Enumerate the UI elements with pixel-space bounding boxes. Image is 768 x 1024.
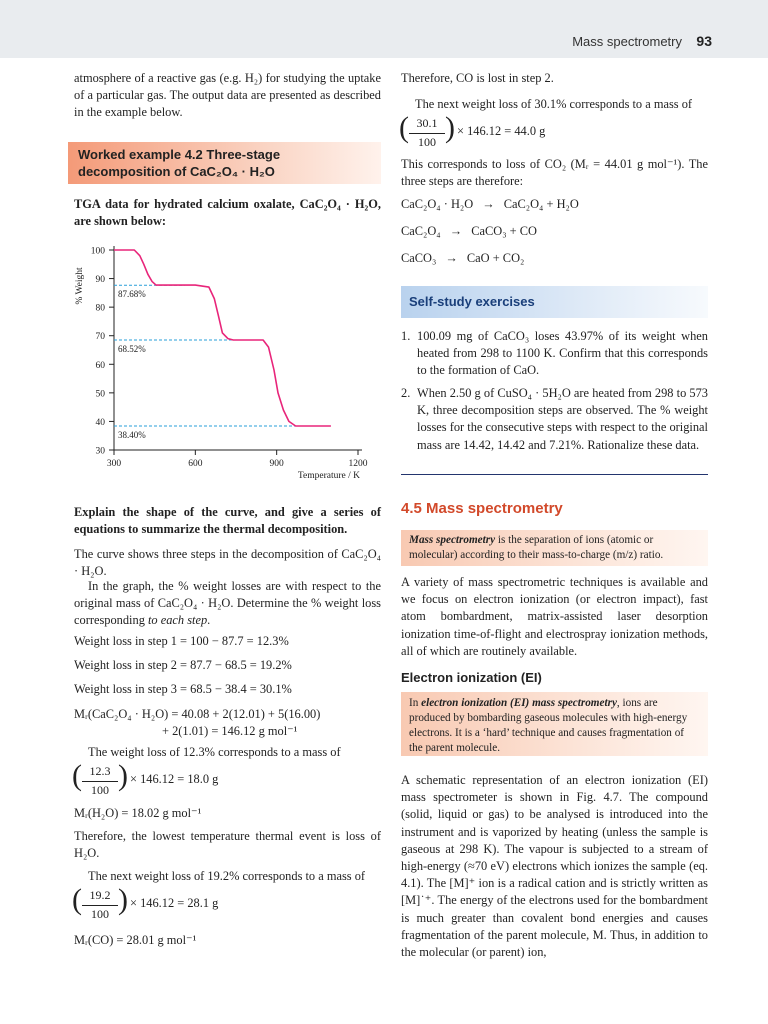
reference-label: 68.52% [118, 343, 146, 354]
worked-example-banner [68, 142, 381, 184]
self-study-title: Self-study exercises [409, 294, 535, 309]
mr-h2o: Mᵣ(H₂O) = 18.02 g mol⁻¹ [74, 806, 202, 820]
y-tick-label: 40 [95, 417, 105, 428]
y-tick-label: 30 [95, 446, 105, 457]
definition-1-term: Mass spectrometry [409, 534, 496, 546]
definition-1-rest: is the separation of ions (atomic or molecular) according to their mass-to-charge (m/z) ratio. [409, 534, 664, 561]
y-tick-label: 50 [95, 389, 105, 400]
fraction-1-denominator: 100 [91, 783, 109, 797]
mr-equation-line1: Mᵣ(CaC₂O₄ · H₂O) = 40.08 + 2(12.01) + 5(16.00) [74, 707, 321, 721]
section-divider [401, 474, 708, 475]
step1-loss: Weight loss in step 1 = 100 − 87.7 = 12.3% [74, 634, 289, 648]
y-tick-label: 100 [90, 246, 105, 257]
y-tick-label: 80 [95, 303, 105, 314]
ei-body-paragraph: A schematic representation of an electron ionization (EI) mass spectrometer is shown in Fig. 4.7. The compound (solid, liquid or gas) to be analysed is introduced into the instrument and is vaporized by heating (unless the sample is gaseous at 298 K). The vapour is subjected to a stream of high-energy (≈70 eV) electrons which ionizes the sample (eq. 4.1). The [M]⁺ ion is a radical cation and is strictly written as [M]˙⁺. The energy of the electrons used for the bombardment is much greater than covalent bond energies and causes fragmentation of the parent molecule, M. Thus, in addition to the molecular (or parent) ion, [401, 773, 708, 960]
exercise-2-text: When 2.50 g of CuSO₄ · 5H₂O are heated from 298 to 573 K, three decomposition steps are observed. The % weight losses for the consecutive steps with respect to the original mass are 14.42, 14.42 and 7.21%. Rationalize these data. [417, 386, 708, 452]
y-tick-label: 60 [95, 360, 105, 371]
equation-2-reactant: CaC₂O₄ [401, 224, 441, 238]
reaction-arrow: → [482, 197, 495, 211]
exercise-2-number: 2. [401, 386, 411, 400]
co2-text: This corresponds to loss of CO₂ (Mᵣ = 44.01 g mol⁻¹). The three steps are therefore: [401, 157, 708, 189]
fraction-1 [82, 764, 118, 802]
fraction-2 [82, 888, 118, 926]
question-text: TGA data for hydrated calcium oxalate, CaC₂O₄ · H₂O, are shown below: [74, 197, 381, 229]
equation-1-reactant: CaC₂O₄ · H₂O [401, 197, 474, 211]
equation-1-product: CaC₂O₄ + H₂O [503, 197, 579, 211]
x-axis-label: Temperature / K [297, 471, 360, 481]
x-tick-label: 600 [188, 459, 203, 469]
fraction-3-bar [409, 133, 445, 134]
x-tick-label: 1200 [348, 459, 368, 469]
fraction-1-numerator: 12.3 [89, 764, 111, 778]
answer-paragraph-2 [74, 578, 381, 630]
y-axis-label: % Weight [75, 267, 85, 305]
equation-3 [401, 251, 524, 266]
right-paren: ) [118, 883, 128, 916]
fraction-2-result: × 146.12 = 28.1 g [130, 896, 219, 910]
fraction-1-bar [82, 781, 118, 782]
page-number: 93 [696, 33, 712, 49]
definition-box-1 [401, 530, 708, 566]
equation-3-product: CaO + CO₂ [466, 251, 525, 265]
conclusion-h2o: Therefore, the lowest temperature thermal event is loss of H₂O. [74, 829, 381, 861]
equation-1 [401, 197, 579, 212]
right-paren: ) [445, 111, 455, 144]
reference-label: 87.68% [118, 289, 146, 300]
answer-paragraph-1: The curve shows three steps in the decomposition of CaC₂O₄ · H₂O. [74, 547, 381, 579]
reference-label: 38.40% [118, 430, 146, 440]
equation-2-product: CaCO₃ + CO [471, 224, 537, 238]
equation-3-reactant: CaCO₃ [401, 251, 437, 265]
exercise-1-number: 1. [401, 329, 411, 343]
exercise-1-text: 100.09 mg of CaCO₃ loses 43.97% of its weight when heated from 298 to 1100 K. Confirm that this corresponds to the formation of CaO. [417, 329, 708, 378]
answer-emphasis: to each step [147, 613, 208, 628]
section-heading: 4.5 Mass spectrometry [401, 500, 563, 517]
definition-1-text [409, 533, 700, 563]
definition-box-2 [401, 692, 708, 756]
x-tick-label: 300 [106, 459, 122, 469]
fraction-equation-2 [72, 883, 274, 926]
fraction-equation-1 [72, 759, 274, 802]
right-paren: ) [118, 759, 128, 792]
definition-2-text [409, 696, 700, 756]
definition-2-pre: In [409, 697, 422, 709]
ei-subheading: Electron ionization (EI) [401, 670, 542, 685]
answer-period: . [207, 613, 211, 628]
mr-co: Mᵣ(CO) = 28.01 g mol⁻¹ [74, 933, 197, 947]
fraction-3-numerator: 30.1 [416, 116, 438, 130]
definition-2-rest: , ions are produced by bombarding gaseous molecules with high-energy electrons. It is a ‘hard’ technique and causes fragmentation of the parent molecule. [409, 697, 688, 754]
step3-loss: Weight loss in step 3 = 68.5 − 38.4 = 30.1% [74, 682, 292, 696]
tga-chart [60, 238, 370, 488]
fraction-2-denominator: 100 [91, 907, 109, 921]
fraction-2-numerator: 19.2 [89, 888, 111, 902]
exercise-1 [401, 328, 708, 382]
definition-2-term: electron ionization (EI) mass spectrometry [421, 697, 617, 709]
fraction-2-bar [82, 905, 118, 906]
weight-loss-3-text: The next weight loss of 30.1% corresponds to a mass of [415, 97, 693, 111]
answer-text: In the graph, the % weight losses are with respect to the original mass of CaC₂O₄ · H₂O. Determine the % weight loss corresponding [74, 579, 381, 628]
reaction-arrow: → [445, 251, 458, 265]
task-text: Explain the shape of the curve, and give a series of equations to summarize the thermal decomposition. [74, 505, 381, 537]
weight-loss-2-text: The next weight loss of 19.2% corresponds to a mass of [88, 869, 366, 883]
exercise-2 [401, 385, 708, 475]
running-head: Mass spectrometry [572, 34, 682, 49]
equation-2 [401, 224, 537, 239]
step2-loss: Weight loss in step 2 = 87.7 − 68.5 = 19.2% [74, 658, 292, 672]
weight-loss-1-text: The weight loss of 12.3% corresponds to a mass of [88, 745, 341, 759]
reaction-arrow: → [449, 224, 463, 238]
y-tick-label: 90 [95, 275, 105, 286]
intro-paragraph: atmosphere of a reactive gas (e.g. H₂) for studying the uptake of a particular gas. The output data are presented as described in the example below. [74, 71, 381, 120]
self-study-banner [401, 286, 708, 318]
fraction-3-denominator: 100 [418, 135, 436, 149]
co-lost-text: Therefore, CO is lost in step 2. [401, 71, 554, 85]
x-tick-label: 900 [269, 459, 284, 469]
fraction-3 [409, 116, 445, 154]
fraction-3-result: × 146.12 = 44.0 g [457, 124, 546, 138]
left-paren: ( [72, 883, 82, 916]
fraction-1-result: × 146.12 = 18.0 g [130, 772, 219, 786]
fraction-equation-3 [399, 111, 601, 154]
ms-intro-paragraph: A variety of mass spectrometric techniques is available and we focus on electron ionization (or electron impact), fast atom bombardment, matrix-assisted laser desorption ionization time-of-flight and electrospray ionization methods, all of which are routinely available. [401, 575, 708, 658]
left-paren: ( [72, 759, 82, 792]
worked-example-title-2: decomposition of CaC₂O₄ · H₂O [78, 164, 275, 179]
tga-curve [114, 250, 331, 426]
y-tick-label: 70 [95, 332, 105, 343]
worked-example-title-1: Worked example 4.2 Three-stage [78, 147, 281, 162]
left-paren: ( [399, 111, 409, 144]
mr-equation-line2: + 2(1.01) = 146.12 g mol⁻¹ [162, 724, 298, 738]
page-header [0, 0, 768, 58]
